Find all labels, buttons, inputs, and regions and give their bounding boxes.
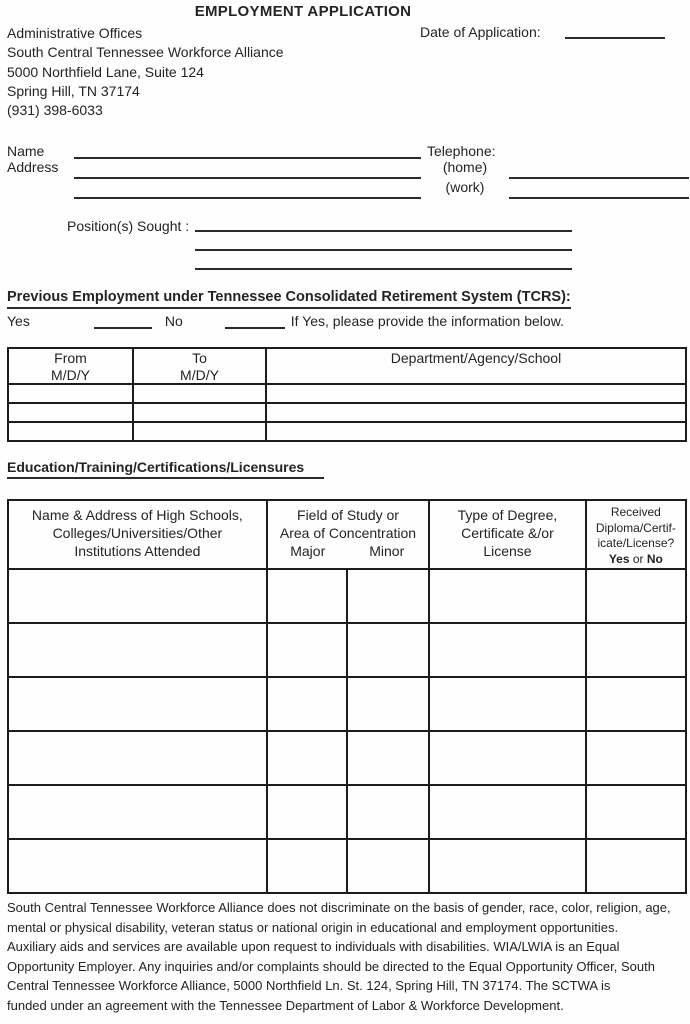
org-line: 5000 Northfield Lane, Suite 124	[7, 63, 204, 80]
tcrs-to-cell[interactable]	[133, 384, 266, 403]
major-cell[interactable]	[267, 839, 347, 893]
tcrs-to-header: To M/D/Y	[133, 348, 266, 384]
education-section-heading: Education/Training/Certifications/Licensures	[7, 459, 324, 479]
address-label: Address	[7, 159, 59, 176]
institution-header: Name & Address of High Schools, Colleges/Universities/Other Institutions Attended	[8, 500, 267, 569]
date-of-application-label: Date of Application:	[420, 24, 541, 40]
minor-cell[interactable]	[347, 839, 429, 893]
positions-sought-section	[67, 218, 685, 270]
spacer	[509, 143, 689, 159]
tcrs-yes-label: Yes	[7, 313, 30, 330]
work-phone-field[interactable]	[509, 179, 689, 199]
org-line: (931) 398-6033	[7, 102, 103, 119]
received-cell[interactable]	[586, 731, 686, 785]
tcrs-if-yes-text: If Yes, please provide the information below.	[290, 313, 564, 330]
degree-cell[interactable]	[429, 731, 585, 785]
minor-cell[interactable]	[347, 623, 429, 677]
received-header: Received Diploma/Certif- icate/License? Yes or No	[586, 500, 686, 569]
tcrs-department-header: Department/Agency/School	[266, 348, 686, 384]
degree-cell[interactable]	[429, 677, 585, 731]
received-cell[interactable]	[586, 785, 686, 839]
organization-address-block	[7, 24, 420, 120]
education-table-row	[8, 839, 686, 893]
non-discrimination-notice	[7, 898, 685, 1014]
degree-cell[interactable]	[429, 569, 585, 623]
degree-header: Type of Degree, Certificate &/or License	[429, 500, 585, 569]
tcrs-section-heading: Previous Employment under Tennessee Consolidated Retirement System (TCRS):	[7, 289, 571, 309]
minor-cell[interactable]	[347, 677, 429, 731]
major-label: Major	[290, 543, 326, 560]
minor-label: Minor	[369, 543, 405, 560]
tcrs-from-cell[interactable]	[8, 384, 133, 403]
org-line: Administrative Offices	[7, 25, 143, 41]
major-cell[interactable]	[267, 785, 347, 839]
tcrs-department-cell[interactable]	[266, 422, 686, 441]
minor-cell[interactable]	[347, 569, 429, 623]
tcrs-table-row	[8, 384, 686, 403]
footer-line: mental or physical disability, veteran status or national origin in educational and employment opportunities.	[7, 919, 619, 935]
tcrs-yes-field[interactable]	[94, 316, 152, 329]
education-table-row	[8, 677, 686, 731]
tcrs-from-cell[interactable]	[8, 403, 133, 422]
positions-sought-fields	[195, 218, 572, 270]
institution-cell[interactable]	[8, 731, 267, 785]
home-phone-field[interactable]	[509, 159, 689, 179]
footer-line: Central Tennessee Workforce Alliance, 5000 Northfield Ln. St. 124, Spring Hill, TN 37174. The SCTWA is	[7, 978, 611, 994]
tcrs-table-row	[8, 403, 686, 422]
institution-cell[interactable]	[8, 623, 267, 677]
tcrs-table	[7, 347, 687, 442]
minor-cell[interactable]	[347, 785, 429, 839]
major-cell[interactable]	[267, 623, 347, 677]
institution-cell[interactable]	[8, 677, 267, 731]
education-table-row	[8, 731, 686, 785]
received-cell[interactable]	[586, 839, 686, 893]
footer-line: Auxiliary aids and services are available upon request to individuals with disabilities. WIA/LWIA is an Equal	[7, 939, 620, 955]
address-field-1[interactable]	[74, 159, 421, 179]
address-field-2[interactable]	[74, 179, 421, 199]
tcrs-department-cell[interactable]	[266, 384, 686, 403]
tcrs-from-cell[interactable]	[8, 422, 133, 441]
name-field[interactable]	[74, 143, 421, 159]
major-cell[interactable]	[267, 569, 347, 623]
institution-cell[interactable]	[8, 569, 267, 623]
footer-line: Opportunity Employer. Any inquiries and/or complaints should be directed to the Equal Opportunity Officer, South	[7, 958, 655, 974]
date-of-application-row	[420, 24, 665, 120]
positions-sought-label: Position(s) Sought :	[67, 218, 190, 235]
institution-cell[interactable]	[8, 839, 267, 893]
degree-cell[interactable]	[429, 839, 585, 893]
footer-line: South Central Tennessee Workforce Alliance does not discriminate on the basis of gender, race, color, religion, age,	[7, 900, 671, 916]
home-phone-label: (home)	[442, 159, 488, 176]
received-cell[interactable]	[586, 677, 686, 731]
tcrs-department-cell[interactable]	[266, 403, 686, 422]
institution-cell[interactable]	[8, 785, 267, 839]
positions-sought-field-3[interactable]	[195, 251, 572, 270]
tcrs-to-cell[interactable]	[133, 403, 266, 422]
major-cell[interactable]	[267, 677, 347, 731]
org-line: Spring Hill, TN 37174	[7, 82, 140, 99]
form-header	[7, 24, 685, 120]
date-of-application-field[interactable]	[565, 24, 665, 39]
work-phone-label: (work)	[445, 179, 485, 196]
name-label: Name	[7, 143, 45, 160]
education-table	[7, 499, 687, 894]
field-of-study-header: Field of Study or Area of Concentration Major Minor	[267, 500, 429, 569]
footer-line: funded under an agreement with the Tennessee Department of Labor & Workforce Development.	[7, 997, 564, 1013]
tcrs-no-label: No	[164, 313, 183, 330]
tcrs-no-field[interactable]	[225, 316, 285, 329]
education-table-row	[8, 569, 686, 623]
positions-sought-field-1[interactable]	[195, 218, 572, 232]
minor-cell[interactable]	[347, 731, 429, 785]
tcrs-table-row	[8, 422, 686, 441]
education-table-row	[8, 785, 686, 839]
received-cell[interactable]	[586, 569, 686, 623]
received-cell[interactable]	[586, 623, 686, 677]
telephone-label: Telephone:	[427, 143, 496, 160]
tcrs-from-header: From M/D/Y	[8, 348, 133, 384]
degree-cell[interactable]	[429, 785, 585, 839]
positions-sought-field-2[interactable]	[195, 232, 572, 251]
page-title: EMPLOYMENT APPLICATION	[194, 3, 412, 20]
education-header-row	[8, 500, 686, 569]
tcrs-yes-no-row	[7, 312, 685, 329]
contact-section	[7, 143, 685, 199]
org-line: South Central Tennessee Workforce Alliance	[7, 44, 284, 61]
major-cell[interactable]	[267, 731, 347, 785]
degree-cell[interactable]	[429, 623, 585, 677]
education-table-row	[8, 623, 686, 677]
spacer	[7, 179, 74, 199]
tcrs-to-cell[interactable]	[133, 422, 266, 441]
tcrs-header-row	[8, 348, 686, 384]
